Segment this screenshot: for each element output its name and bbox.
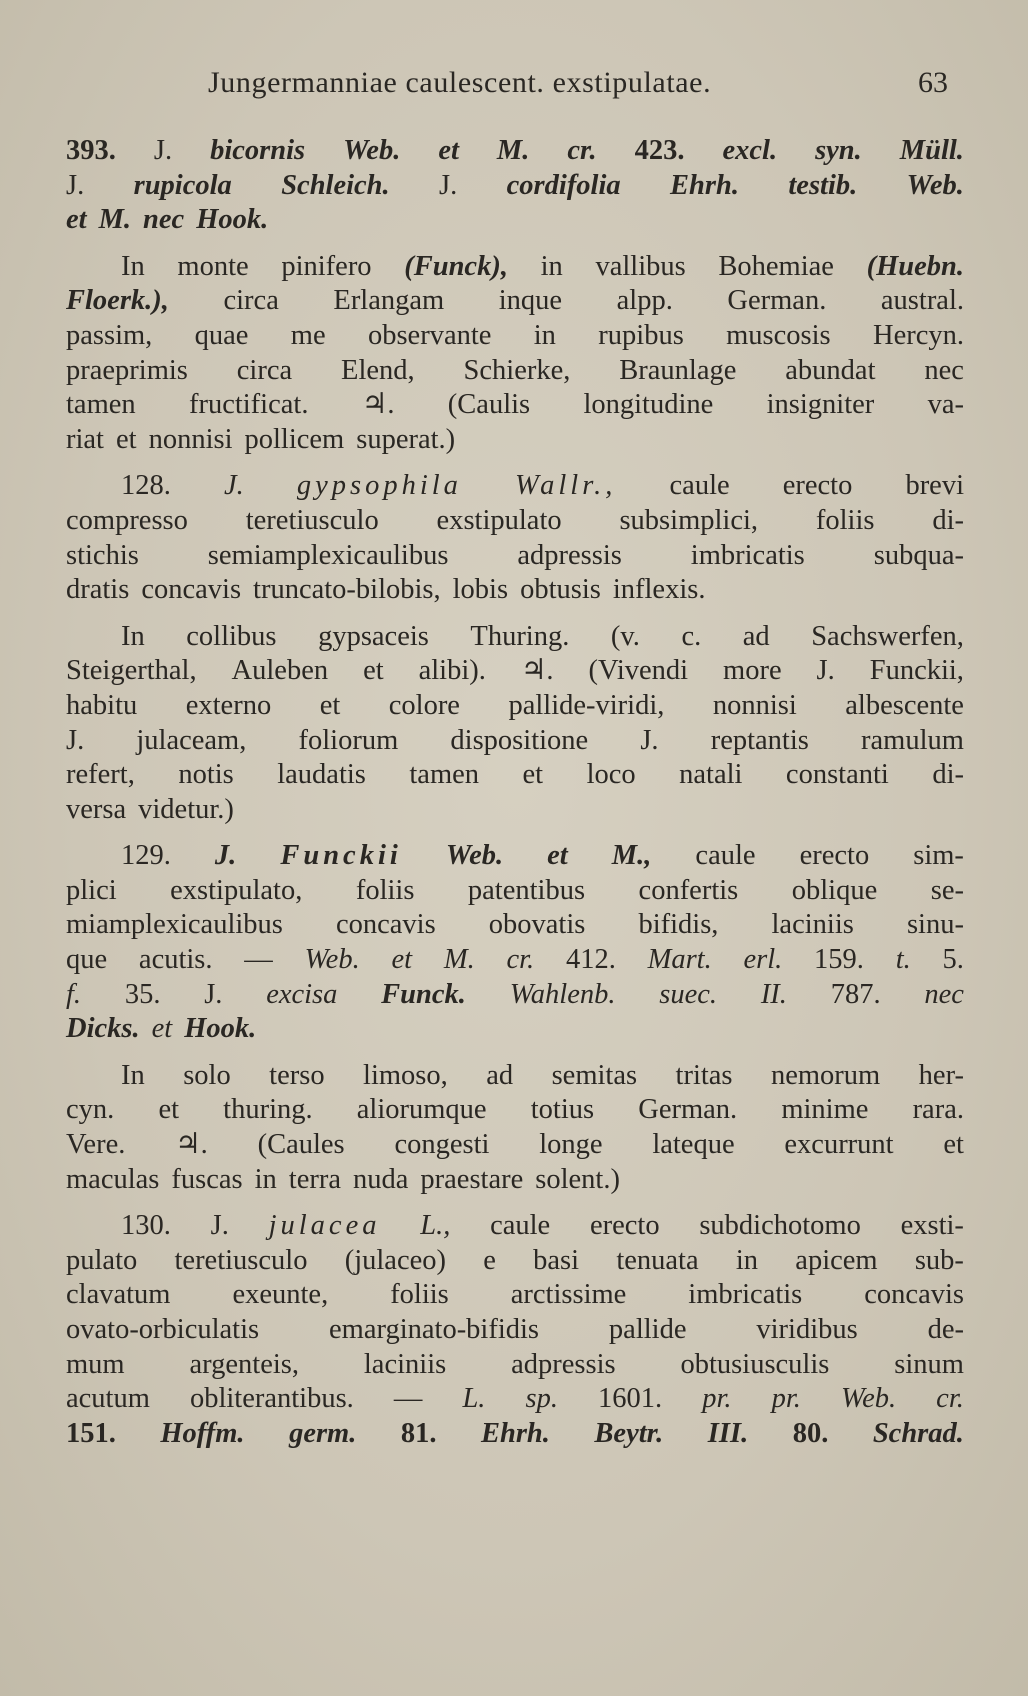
text-line: 130. J. julacea L., caule erecto subdichotomo exsti- [121, 1210, 964, 1242]
text-line: In collibus gypsaceis Thuring. (v. c. ad Sachswerfen, [121, 620, 964, 652]
text-line: maculas fuscas in terra nuda praestare solent.) [66, 1163, 620, 1195]
text-line: acutum obliterantibus. — L. sp. 1601. pr. pr. Web. cr. [66, 1383, 964, 1415]
running-head: Jungermanniae caulescent. exstipulatae. [208, 66, 712, 99]
text-line: clavatum exeunte, foliis arctissime imbricatis concavis [66, 1279, 964, 1311]
perennial-symbol: ♃. [520, 655, 554, 687]
text-line: plici exstipulato, foliis patentibus confertis oblique se- [66, 874, 964, 906]
perennial-symbol: ♃. [175, 1129, 208, 1161]
text-line: Floerk.), circa Erlangam inque alpp. German. austral. [66, 285, 964, 317]
text-line: 129. J. Funckii Web. et M., caule erecto sim- [121, 840, 964, 872]
text-line: pulato teretiusculo (julaceo) e basi tenuata in apicem sub- [66, 1244, 964, 1276]
text-line: In monte pinifero (Funck), in vallibus Bohemiae (Huebn. [121, 250, 964, 282]
text-line: refert, notis laudatis tamen et loco natali constanti di- [66, 759, 964, 791]
perennial-symbol: ♃. [361, 389, 395, 421]
text-line: J. julaceam, foliorum dispositione J. reptantis ramulum [66, 724, 964, 756]
text-line: ovato-orbiculatis emarginato-bifidis pallide viridibus de- [66, 1314, 964, 1345]
habitat-bicornis [66, 250, 964, 458]
text-line: Vere. ♃. (Caules congesti longe lateque excurrunt et [66, 1128, 964, 1163]
text-line: Steigerthal, Auleben et alibi). ♃. (Vivendi more J. Funckii, [66, 654, 964, 689]
text-line: miamplexicaulibus concavis obovatis bifidis, laciniis sinu- [66, 909, 964, 941]
text-line: 151. Hoffm. germ. 81. Ehrh. Beytr. III. 80. Schrad. [66, 1417, 964, 1449]
text-line: 393. J. bicornis Web. et M. cr. 423. excl. syn. Müll. [66, 135, 964, 166]
text-line: 128. J. gypsophila Wallr., caule erecto brevi [121, 470, 964, 502]
text-line: et M. nec Hook. [66, 204, 269, 236]
text-line: J. rupicola Schleich. J. cordifolia Ehrh. testib. Web. [66, 169, 964, 201]
text-line: cyn. et thuring. aliorumque totius German. minime rara. [66, 1094, 964, 1126]
text-line: stichis semiamplexicaulibus adpressis imbricatis subqua- [66, 539, 964, 571]
text-line: passim, quae me observante in rupibus muscosis Hercyn. [66, 319, 964, 351]
page-number: 63 [918, 66, 948, 99]
entry-funckii [66, 839, 964, 1047]
entry-bicornis [66, 134, 964, 238]
text-line: mum argenteis, laciniis adpressis obtusiusculis sinum [66, 1348, 964, 1380]
text-line: Dicks. et Hook. [66, 1013, 257, 1045]
entry-gypsophila [66, 469, 964, 607]
entry-julacea [66, 1209, 964, 1451]
text-line: tamen fructificat. ♃. (Caulis longitudine insigniter va- [66, 388, 964, 423]
habitat-funckii [66, 1059, 964, 1197]
text-line: praeprimis circa Elend, Schierke, Braunlage abundat nec [66, 354, 964, 386]
text-body [66, 134, 964, 1463]
page-header [0, 66, 1028, 110]
text-line: compresso teretiusculo exstipulato subsimplici, foliis di- [66, 504, 964, 536]
text-line: dratis concavis truncato-bilobis, lobis obtusis inflexis. [66, 574, 706, 606]
text-line: f. 35. J. excisa Funck. Wahlenb. suec. II. 787. nec [66, 978, 964, 1010]
text-line: habitu externo et colore pallide-viridi, nonnisi albescente [66, 689, 964, 721]
text-line: In solo terso limoso, ad semitas tritas nemorum her- [121, 1059, 964, 1091]
text-line: que acutis. — Web. et M. cr. 412. Mart. erl. 159. t. 5. [66, 944, 964, 976]
text-line: riat et nonnisi pollicem superat.) [66, 423, 456, 455]
text-line: versa videtur.) [66, 793, 234, 825]
habitat-gypsophila [66, 620, 964, 828]
